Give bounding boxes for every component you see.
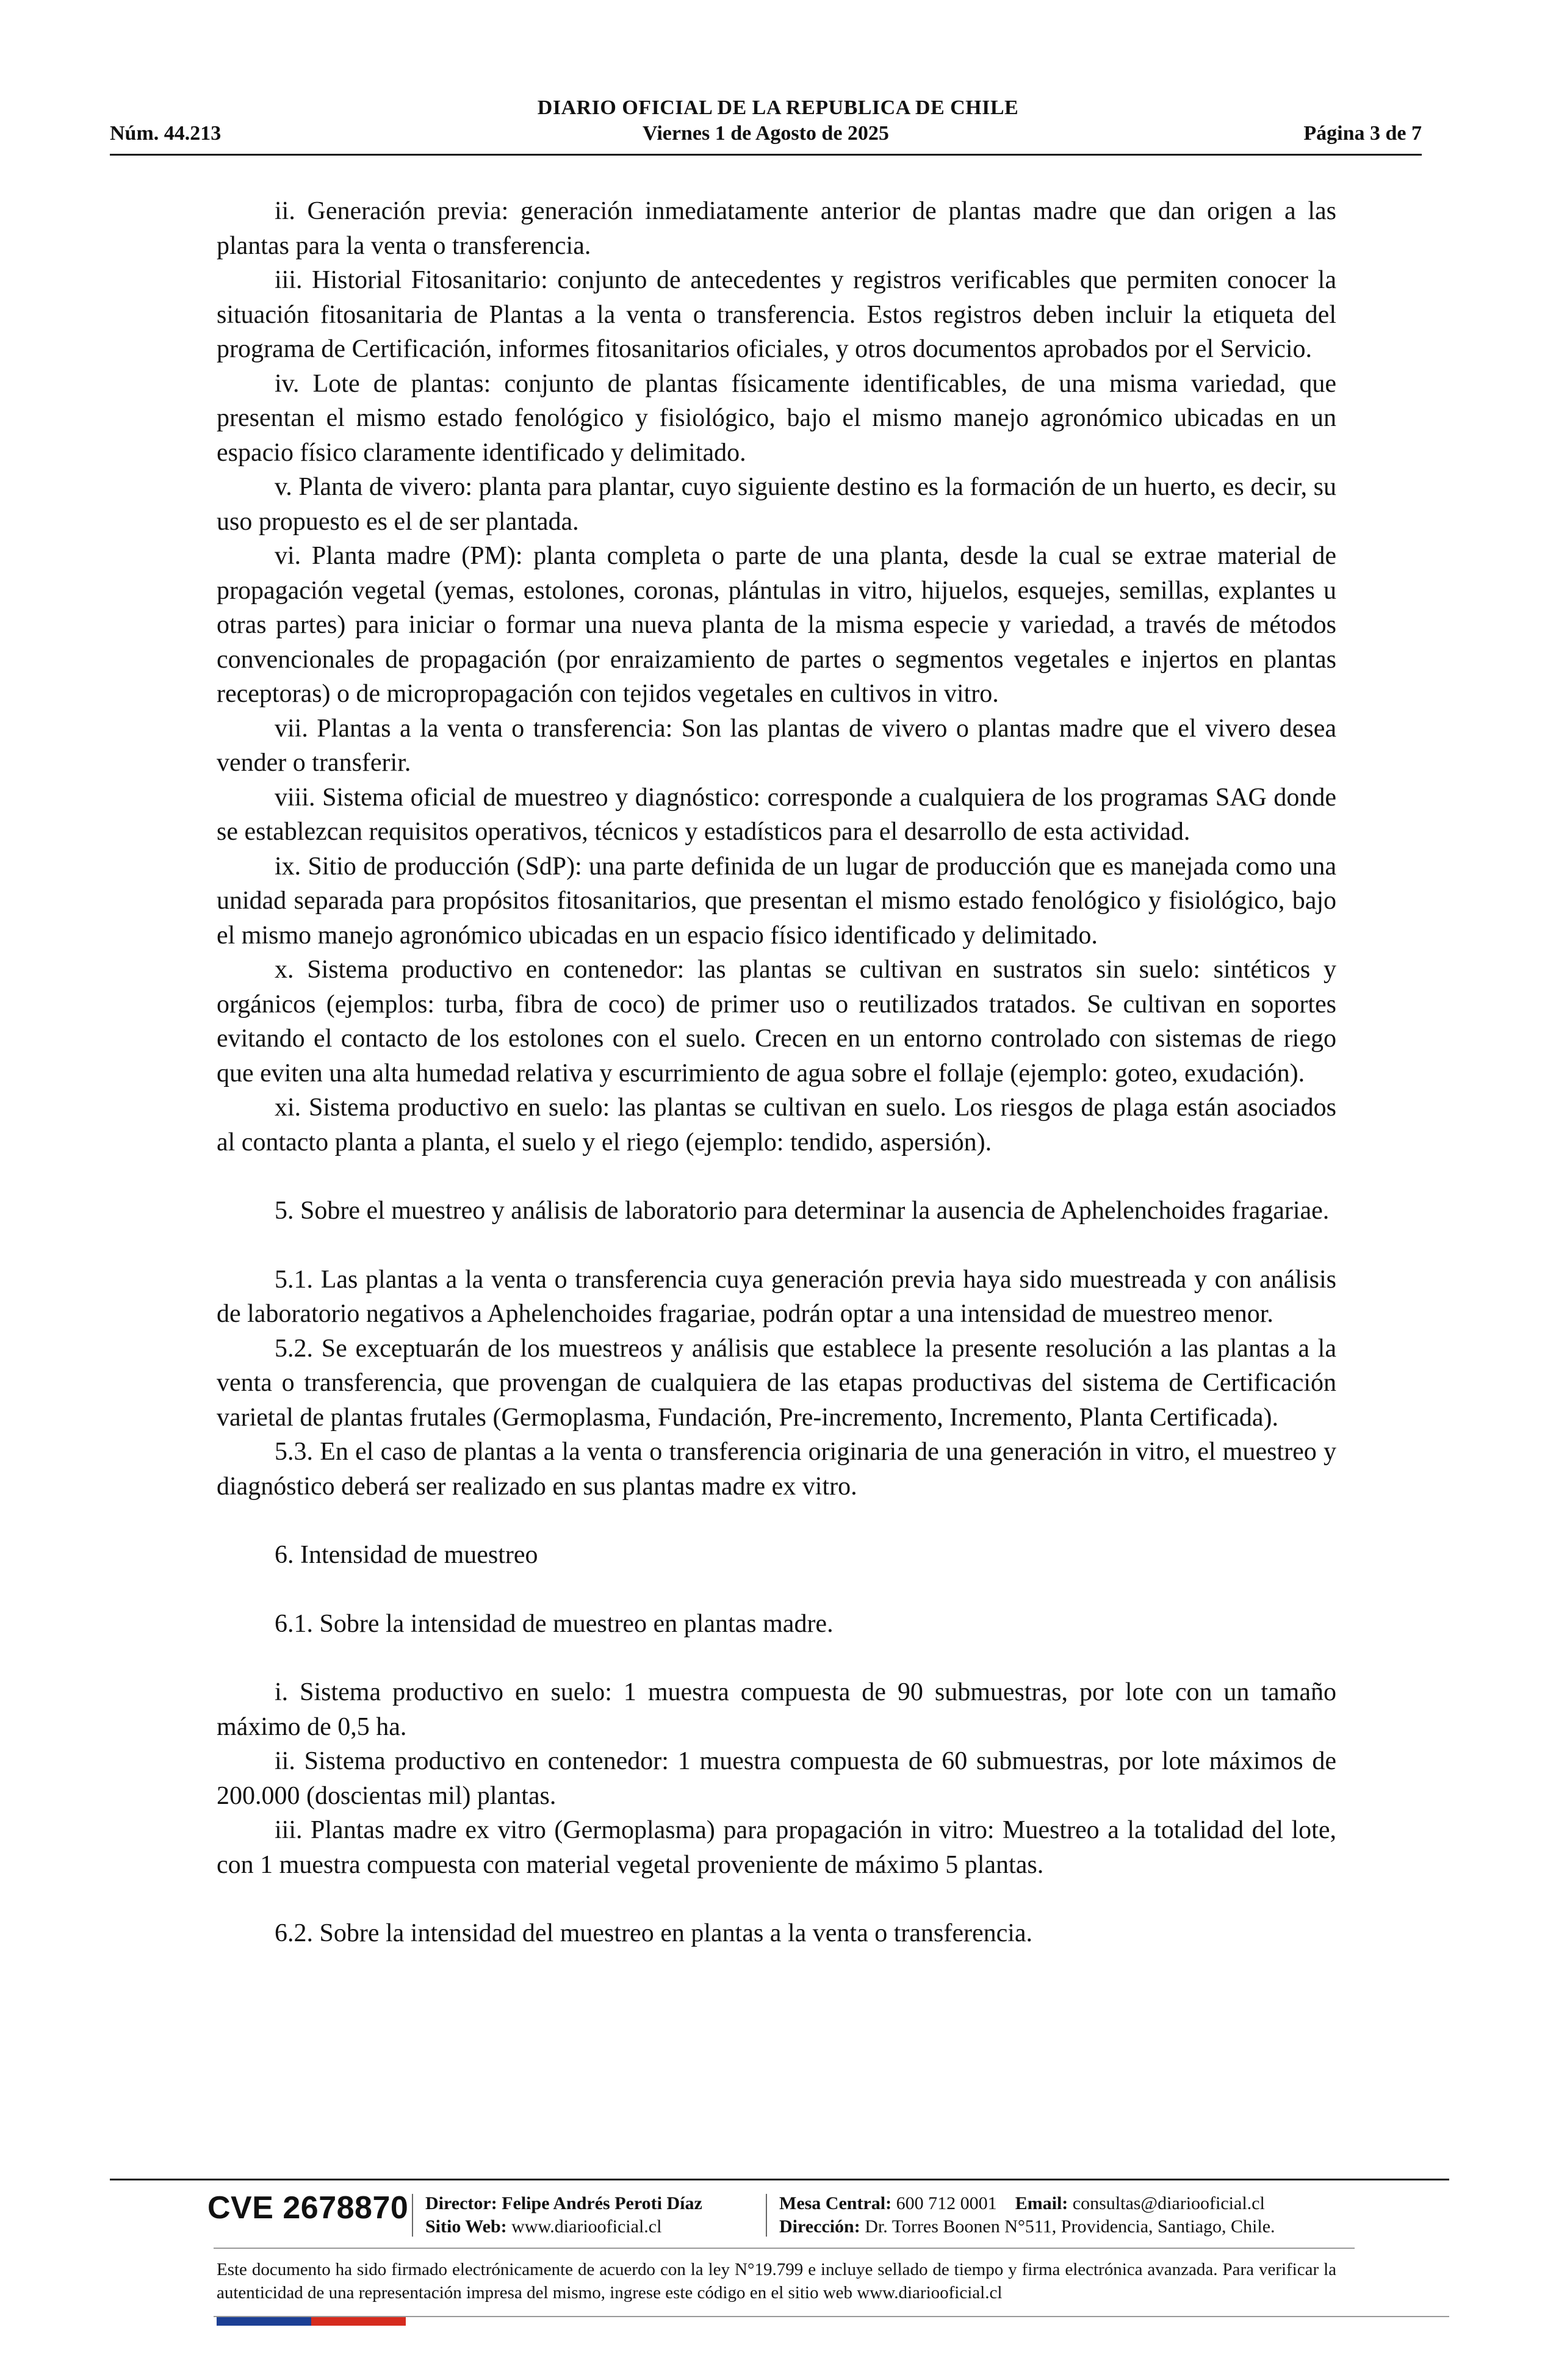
paragraph: v. Planta de vivero: planta para plantar, cuyo siguiente destino es la formación de un huerto, es decir, su uso propuesto es el de ser plantada. <box>217 473 1336 536</box>
paragraph: i. Sistema productivo en suelo: 1 muestra compuesta de 90 submuestras, por lote con un tamaño máximo de 0,5 ha. <box>217 1678 1336 1741</box>
address-value: Dr. Torres Boonen N°511, Providencia, Santiago, Chile. <box>865 2216 1275 2237</box>
paragraph: iii. Historial Fitosanitario: conjunto de antecedentes y registros verificables que permiten conocer la situación fitosanitaria de Plantas a la venta o transferencia. Estos registros deben incluir la etiqueta del programa de Certificación, informes fitosanitarios oficiales, y otros documentos aprobados por el Servicio. <box>217 266 1336 363</box>
paragraph: 5.3. En el caso de plantas a la venta o transferencia originaria de una generación in vitro, el muestreo y diagnóstico deberá ser realizado en sus plantas madre ex vitro. <box>217 1438 1336 1501</box>
publication-title: DIARIO OFICIAL DE LA REPUBLICA DE CHILE <box>537 96 1019 119</box>
paragraph: 6. Intensidad de muestreo <box>275 1541 538 1569</box>
paragraph: vi. Planta madre (PM): planta completa o parte de una planta, desde la cual se extrae material de propagación vegetal (yemas, estolones, coronas, plántulas in vitro, hijuelos, esquejes, semillas, explantes u otras partes) para iniciar o formar una nueva planta de la misma especie y variedad, a través de métodos convencionales de propagación (por enraizamiento de partes o segmentos vegetales e injertos en plantas receptoras) o de micropropagación con tejidos vegetales en cultivos in vitro. <box>217 542 1336 708</box>
paragraph: ii. Generación previa: generación inmediatamente anterior de plantas madre que dan origen a las plantas para la venta o transferencia. <box>217 197 1336 260</box>
paragraph: x. Sistema productivo en contenedor: las plantas se cultivan en sustratos sin suelo: sintéticos y orgánicos (ejemplos: turba, fibra de coco) de primer uso o reutilizados tratados. Se cultivan en soportes evitando el contacto de los estolones con el suelo. Crecen en un entorno controlado con sistemas de riego que eviten una alta humedad relativa y escurrimiento de agua sobre el follaje (ejemplo: goteo, exudación). <box>217 956 1336 1087</box>
footer-inner-divider <box>214 2248 1355 2249</box>
header-divider <box>110 154 1422 156</box>
paragraph: 6.1. Sobre la intensidad de muestreo en plantas madre. <box>275 1609 834 1638</box>
paragraph: viii. Sistema oficial de muestreo y diagnóstico: corresponde a cualquiera de los programas SAG donde se establezcan requisitos operativos, técnicos y estadísticos para el desarrollo de esta actividad. <box>217 783 1336 846</box>
paragraph: xi. Sistema productivo en suelo: las plantas se cultivan en suelo. Los riesgos de plaga están asociados al contacto planta a planta, el suelo y el riego (ejemplo: tendido, aspersión). <box>217 1094 1336 1156</box>
director-name: Felipe Andrés Peroti Díaz <box>502 2193 702 2213</box>
flag-segment <box>359 2317 406 2326</box>
paragraph: 5.2. Se exceptuarán de los muestreos y análisis que establece la presente resolución a las plantas a la venta o transferencia, que provengan de cualquiera de las etapas productivas del sistema de Certificación varietal de plantas frutales (Germoplasma, Fundación, Pre-incremento, Incremento, Planta Certificada). <box>217 1334 1336 1432</box>
paragraph: 6.2. Sobre la intensidad del muestreo en plantas a la venta o transferencia. <box>275 1919 1033 1947</box>
mesa-phone: 600 712 0001 <box>896 2193 997 2213</box>
flag-segment <box>217 2317 264 2326</box>
paragraph: 5.1. Las plantas a la venta o transferencia cuya generación previa haya sido muestreada y con análisis de laboratorio negativos a Aphelenchoides fragariae, podrán optar a una intensidad de muestreo menor. <box>217 1265 1336 1328</box>
issue-number: Núm. 44.213 <box>110 122 222 145</box>
mesa-label: Mesa Central: <box>779 2193 892 2213</box>
web-label: Sitio Web: <box>425 2216 507 2237</box>
paragraph: ii. Sistema productivo en contenedor: 1 muestra compuesta de 60 submuestras, por lote máximos de 200.000 (doscientas mil) plantas. <box>217 1747 1336 1810</box>
web-link[interactable]: www.diariooficial.cl <box>511 2216 662 2237</box>
footer-separator <box>412 2194 413 2237</box>
signature-note: Este documento ha sido firmado electrónicamente de acuerdo con la ley N°19.799 e incluye sellado de tiempo y firma electrónica avanzada. Para verificar la autenticidad de una representación impresa del mismo, ingrese este código en el sitio web www.diariooficial.cl <box>217 2260 1336 2302</box>
footer-separator <box>766 2194 767 2237</box>
director-label: Director: <box>425 2193 497 2213</box>
email-link[interactable]: consultas@diariooficial.cl <box>1072 2193 1265 2213</box>
document-body <box>217 194 1336 1951</box>
paragraph: iii. Plantas madre ex vitro (Germoplasma) para propagación in vitro: Muestreo a la totalidad del lote, con 1 muestra compuesta con material vegetal proveniente de máximo 5 plantas. <box>217 1816 1336 1879</box>
footer-director-block <box>425 2192 702 2238</box>
footer-contact-block <box>779 2192 1275 2238</box>
page-indicator: Página 3 de 7 <box>1303 122 1422 145</box>
address-label: Dirección: <box>779 2216 860 2237</box>
footer-divider <box>110 2179 1449 2180</box>
email-label: Email: <box>1015 2193 1068 2213</box>
paragraph: ix. Sitio de producción (SdP): una parte definida de un lugar de producción que es manejada como una unidad separada para propósitos fitosanitarios, que presentan el mismo estado fenológico y fisiológico, bajo el mismo manejo agronómico ubicadas en un espacio físico identificado y delimitado. <box>217 852 1336 950</box>
cve-code: CVE 2678870 <box>207 2190 409 2226</box>
header-row <box>110 122 1422 149</box>
flag-segment <box>264 2317 312 2326</box>
issue-date: Viernes 1 de Agosto de 2025 <box>643 122 889 145</box>
paragraph: iv. Lote de plantas: conjunto de plantas físicamente identificables, de una misma variedad, que presentan el mismo estado fenológico y fisiológico, bajo el mismo manejo agronómico ubicadas en un espacio físico claramente identificado y delimitado. <box>217 369 1336 467</box>
paragraph: vii. Plantas a la venta o transferencia: Son las plantas de vivero o plantas madre que el vivero desea vender o transferir. <box>217 714 1336 777</box>
flag-segment <box>311 2317 359 2326</box>
paragraph: 5. Sobre el muestreo y análisis de laboratorio para determinar la ausencia de Aphelenchoides fragariae. <box>275 1197 1330 1225</box>
flag-stripe <box>217 2317 406 2326</box>
